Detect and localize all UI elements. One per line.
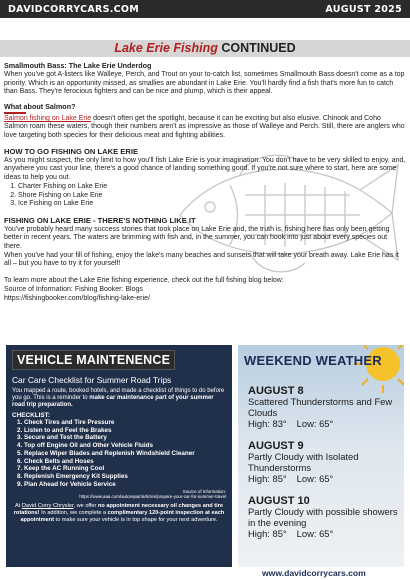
heading-underline [4,112,26,114]
page-title [0,41,410,55]
header-site: DAVIDCORRYCARS.COM [8,3,140,15]
salmon-text: doesn't often get the spotlight, because it can be exciting but also elusive. Chinook and Coho Salmon roam these waters, though their numbers aren't as impressive as those of Walleye and Perch. Still, there are anglers who love targeting both species for their delicious meat and fighting abilities. [4,114,405,139]
offer-bold-1: no appointment necessary oil changes and tire rotations! [13,503,223,516]
vehicle-source-label: Source of Information: [182,489,226,495]
page-title-main: Lake Erie Fishing [114,41,218,55]
weather-temps [248,473,398,484]
weather-low: Low: 65° [296,528,334,539]
weather-low: Low: 65° [296,473,334,484]
checklist-label: CHECKLIST: [12,412,50,419]
weather-date: AUGUST 9 [248,440,304,452]
smallmouth-heading: Smallmouth Bass: The Lake Erie Underdog [4,61,152,70]
list-item: 8. Replenish Emergency Kit Supplies [24,473,226,481]
weather-desc: Scattered Thunderstorms and Few Clouds [248,396,393,418]
source-line: Source of Information: Fishing Booker: Blogs [4,285,143,293]
weather-desc: Partly Cloudy with Isolated Thunderstorms [248,451,359,473]
offer-mid-2: In addition, we complete a [39,509,108,516]
weather-desc: Partly Cloudy with possible showers in the evening [248,506,398,528]
weather-day [248,440,398,484]
vehicle-source-url[interactable]: https://www.aaa.com/autorepair/articles/prepare-your-car-for-summer-travel [79,494,226,500]
list-item: 4. Top off Engine Oil and Other Vehicle Fluids [24,442,226,450]
weather-date: AUGUST 10 [248,495,310,507]
nothing-text-1: You've probably heard many success stories that took place on Lake Erie and, the truth is, fishing here has only been getting better in recent years. The waters are brimming with fish and, in the summer, you can hook into just about every species out there. [4,226,390,250]
list-item: 1. Check Tires and Tire Pressure [24,419,226,427]
vehicle-source [12,489,226,499]
howto-list [18,183,406,209]
weather-high: High: 83° [248,418,287,429]
footer-url[interactable]: www.davidcorrycars.com [262,568,366,578]
list-item: 6. Check Belts and Hoses [24,458,226,466]
list-item: 9. Plan Ahead for Vehicle Service [24,481,226,489]
vehicle-title-box [12,350,175,370]
list-item: 1. Charter Fishing on Lake Erie [18,183,406,192]
salmon-paragraph [4,115,406,140]
vehicle-intro-bold: make car maintenance part of your summer road trip preparation. [12,395,214,408]
checklist [24,419,226,488]
weather-title: WEEKEND WEATHER [244,353,382,368]
page-title-cont: CONTINUED [221,41,296,55]
weather-high: High: 85° [248,473,287,484]
learn-text: To learn more about the Lake Erie fishing experience, check out the full fishing blog below: [4,276,284,284]
nothing-heading: FISHING ON LAKE ERIE - THERE'S NOTHING LIKE IT [4,215,196,225]
weather-temps [248,528,398,539]
offer-mid: , we offer [73,503,98,510]
smallmouth-text: When you've got A-listers like Walleye, Perch, and Trout on your to-catch list, sometimes Smallmouth Bass doesn't come as a top priority. Which is an opportunity missed, as smallies are abundant in Lake Erie. You'll hardly find a fish that's more fun to catch than Bass. They're ferocious fighters and can be nice and plump, which is their appeal. [4,71,405,95]
weather-day [248,495,398,539]
list-item: 3. Secure and Test the Battery [24,434,226,442]
page-header [0,0,410,18]
salmon-link[interactable]: Salmon fishing on Lake Erie [4,114,92,122]
offer-post: to make sure your vehicle is in top shape for your next adventure. [54,516,218,523]
weather-low: Low: 65° [296,418,334,429]
list-item: 7. Keep the AC Running Cool [24,465,226,473]
dealer-link[interactable]: David Corry Chrysler [21,503,74,510]
vehicle-offer [12,503,226,523]
howto-text: As you might suspect, the only limit to how you'll fish Lake Erie is your imagination. You don't have to be very skilled to enjoy, and, anywhere you cast your line, there's a good chance of landing something good. If you're not sure where to start, here are some ideas to help you out. [4,157,406,181]
howto-heading: HOW TO GO FISHING ON LAKE ERIE [4,146,139,156]
nothing-text-2: When you've had your fill of fishing, enjoy the lake's many beaches and sunsets that will take your breath away. Lake Erie has it all – but you have to try it for yourself! [4,252,399,268]
vehicle-maintenance-panel [6,345,232,567]
weather-date: AUGUST 8 [248,385,304,397]
weekend-weather-panel [238,345,404,567]
vehicle-subtitle: Car Care Checklist for Summer Road Trips [12,375,172,385]
list-item: 2. Shore Fishing on Lake Erie [18,192,406,201]
offer-bold-2: complimentary 120-point inspection at each appointment [20,509,225,523]
weather-temps [248,418,398,429]
list-item: 2. Listen to and Feel the Brakes [24,427,226,435]
vehicle-title: VEHICLE MAINTENENCE [17,353,171,367]
weather-day [248,385,398,429]
list-item: 3. Ice Fishing on Lake Erie [18,200,406,209]
source-url[interactable]: https://fishingbooker.com/blog/fishing-lake-erie/ [4,295,150,303]
offer-pre: At [15,503,22,510]
vehicle-intro-plain: You mapped a route, booked hotels, and made a checklist of things to do before you go. This is a reminder to [12,388,225,401]
weather-high: High: 85° [248,528,287,539]
article [4,62,406,304]
list-item: 5. Replace Wiper Blades and Replenish Windshield Cleaner [24,450,226,458]
header-date: AUGUST 2025 [325,3,402,15]
vehicle-intro [12,388,226,409]
salmon-heading: What about Salmon? [4,102,76,112]
